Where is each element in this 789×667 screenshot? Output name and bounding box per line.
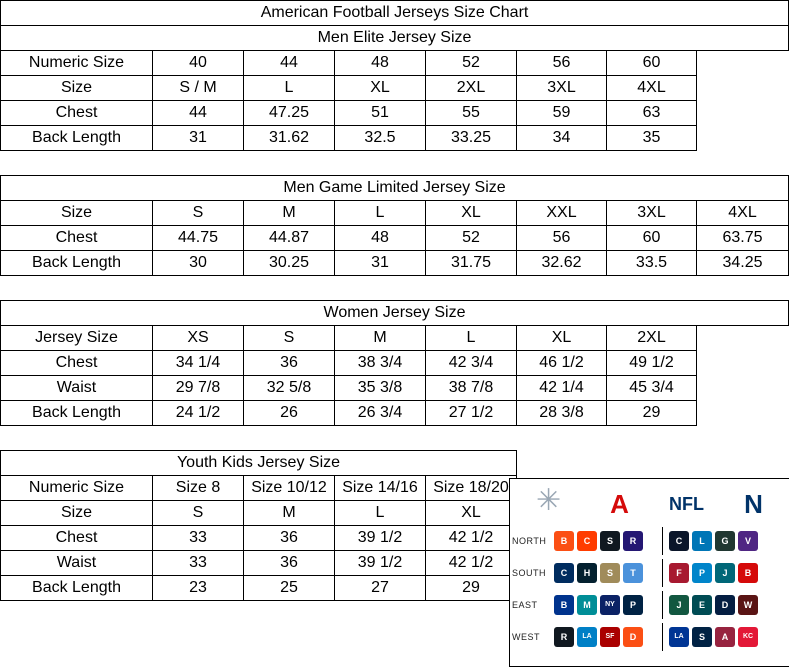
row-label: Waist bbox=[1, 376, 153, 401]
section-heading-men-game-limited bbox=[1, 176, 789, 201]
cell: 40 bbox=[153, 51, 244, 76]
nfl-shield-logo: NFL bbox=[669, 494, 705, 514]
cell: 59 bbox=[517, 101, 607, 126]
row-label: Jersey Size bbox=[1, 326, 153, 351]
afc-team-group bbox=[554, 595, 662, 615]
afc-team-group bbox=[554, 531, 662, 551]
team-logo-commanders: W bbox=[738, 595, 758, 615]
cell: S bbox=[153, 501, 244, 526]
division-row-east bbox=[510, 589, 789, 621]
afc-team-group bbox=[554, 563, 662, 583]
cell: 26 3/4 bbox=[335, 401, 426, 426]
team-logo-panthers: P bbox=[692, 563, 712, 583]
cell: Size 8 bbox=[153, 476, 244, 501]
afc-logo: A bbox=[610, 489, 629, 519]
row-label: Chest bbox=[1, 226, 153, 251]
row-label: Numeric Size bbox=[1, 476, 153, 501]
cell: 31 bbox=[153, 126, 244, 151]
cell: 35 3/8 bbox=[335, 376, 426, 401]
empty-cell bbox=[697, 51, 789, 76]
cell: 44.75 bbox=[153, 226, 244, 251]
row-label: Back Length bbox=[1, 251, 153, 276]
cell: 42 3/4 bbox=[426, 351, 517, 376]
cell: 52 bbox=[426, 51, 517, 76]
team-logo-jets: J bbox=[669, 595, 689, 615]
row-label: Chest bbox=[1, 351, 153, 376]
team-logo-broncos: D bbox=[623, 627, 643, 647]
cell: 34 bbox=[517, 126, 607, 151]
row-label: Numeric Size bbox=[1, 51, 153, 76]
cell: 23 bbox=[153, 576, 244, 601]
team-logo-raiders: R bbox=[554, 627, 574, 647]
row-label: Size bbox=[1, 501, 153, 526]
empty-cell bbox=[697, 376, 789, 401]
cell: 47.25 bbox=[244, 101, 335, 126]
nfc-team-group bbox=[669, 563, 777, 583]
cell: 44 bbox=[244, 51, 335, 76]
empty-cell bbox=[697, 126, 789, 151]
empty-cell bbox=[517, 451, 789, 476]
cell: 51 bbox=[335, 101, 426, 126]
table-row bbox=[1, 251, 789, 276]
cell: 49 1/2 bbox=[607, 351, 697, 376]
section-spacer bbox=[1, 276, 789, 301]
cell: 63 bbox=[607, 101, 697, 126]
section-heading-label: Youth Kids Jersey Size bbox=[1, 451, 517, 476]
cell: Size 18/20 bbox=[426, 476, 517, 501]
cell: 29 7/8 bbox=[153, 376, 244, 401]
empty-cell bbox=[697, 76, 789, 101]
cell: 36 bbox=[244, 351, 335, 376]
team-logo-chiefs: KC bbox=[738, 627, 758, 647]
cell: 31.75 bbox=[426, 251, 517, 276]
cell: 60 bbox=[607, 51, 697, 76]
cell: XL bbox=[517, 326, 607, 351]
cell: 33 bbox=[153, 551, 244, 576]
team-logo-browns: C bbox=[577, 531, 597, 551]
panel-divider bbox=[662, 591, 663, 619]
section-heading-men-elite bbox=[1, 26, 789, 51]
table-row bbox=[1, 51, 789, 76]
team-logo-jaguars: J bbox=[715, 563, 735, 583]
row-label: Waist bbox=[1, 551, 153, 576]
team-logo-ravens: R bbox=[623, 531, 643, 551]
cell: 31 bbox=[335, 251, 426, 276]
cell: S bbox=[153, 201, 244, 226]
cell: 39 1/2 bbox=[335, 526, 426, 551]
cell: M bbox=[244, 201, 335, 226]
team-logo-packers: G bbox=[715, 531, 735, 551]
cell: 30.25 bbox=[244, 251, 335, 276]
division-label: NORTH bbox=[512, 536, 547, 546]
cell: Size 10/12 bbox=[244, 476, 335, 501]
cell: 56 bbox=[517, 51, 607, 76]
cell: XL bbox=[426, 201, 517, 226]
panel-divider bbox=[662, 559, 663, 587]
section-heading-label: Men Elite Jersey Size bbox=[1, 26, 789, 51]
cell: 28 3/8 bbox=[517, 401, 607, 426]
row-label: Back Length bbox=[1, 401, 153, 426]
table-row bbox=[1, 226, 789, 251]
cell: XL bbox=[426, 501, 517, 526]
team-logo-rams: LA bbox=[669, 627, 689, 647]
team-logo-eagles: E bbox=[692, 595, 712, 615]
team-logo-patriots: P bbox=[623, 595, 643, 615]
row-label: Size bbox=[1, 201, 153, 226]
cell: 48 bbox=[335, 51, 426, 76]
nfc-team-group bbox=[669, 595, 777, 615]
cell: L bbox=[335, 501, 426, 526]
table-row bbox=[1, 326, 789, 351]
team-logo-seahawks: S bbox=[692, 627, 712, 647]
conference-logo-row bbox=[510, 479, 789, 525]
cell: 4XL bbox=[607, 76, 697, 101]
team-logo-saints: S bbox=[600, 563, 620, 583]
cell: 3XL bbox=[607, 201, 697, 226]
team-logo-chargers: LA bbox=[577, 627, 597, 647]
team-logo-bills: B bbox=[554, 595, 574, 615]
cell: 2XL bbox=[607, 326, 697, 351]
team-logo-lions: L bbox=[692, 531, 712, 551]
cell: 32.5 bbox=[335, 126, 426, 151]
cell: 63.75 bbox=[697, 226, 789, 251]
cell: M bbox=[244, 501, 335, 526]
cell: 34 1/4 bbox=[153, 351, 244, 376]
cell: 46 1/2 bbox=[517, 351, 607, 376]
cell: 35 bbox=[607, 126, 697, 151]
cell: 4XL bbox=[697, 201, 789, 226]
cell: XL bbox=[335, 76, 426, 101]
team-logo-falcons: F bbox=[669, 563, 689, 583]
cell: 56 bbox=[517, 226, 607, 251]
team-logo-cowboys: D bbox=[715, 595, 735, 615]
empty-cell bbox=[697, 351, 789, 376]
cell: XS bbox=[153, 326, 244, 351]
cell: XXL bbox=[517, 201, 607, 226]
cell: 25 bbox=[244, 576, 335, 601]
empty-cell bbox=[697, 101, 789, 126]
cell: 33.5 bbox=[607, 251, 697, 276]
cell: 39 1/2 bbox=[335, 551, 426, 576]
table-row bbox=[1, 101, 789, 126]
cell: 44.87 bbox=[244, 226, 335, 251]
team-logo-steelers: S bbox=[600, 531, 620, 551]
cell: 26 bbox=[244, 401, 335, 426]
cell: 45 3/4 bbox=[607, 376, 697, 401]
row-label: Chest bbox=[1, 526, 153, 551]
cell: S / M bbox=[153, 76, 244, 101]
table-row bbox=[1, 126, 789, 151]
section-heading-label: Women Jersey Size bbox=[1, 301, 789, 326]
cell: 32 5/8 bbox=[244, 376, 335, 401]
team-logo-cardinals: A bbox=[715, 627, 735, 647]
cell: 34.25 bbox=[697, 251, 789, 276]
empty-cell bbox=[697, 326, 789, 351]
nfc-team-group bbox=[669, 627, 777, 647]
cell: 55 bbox=[426, 101, 517, 126]
team-logo-bengals: B bbox=[554, 531, 574, 551]
cell: 27 1/2 bbox=[426, 401, 517, 426]
cell: 3XL bbox=[517, 76, 607, 101]
cell: 33 bbox=[153, 526, 244, 551]
panel-divider bbox=[662, 527, 663, 555]
team-logo-giants: NY bbox=[600, 595, 620, 615]
cell: 42 1/2 bbox=[426, 551, 517, 576]
table-row bbox=[1, 376, 789, 401]
division-label: EAST bbox=[512, 600, 538, 610]
cell: 32.62 bbox=[517, 251, 607, 276]
table-row bbox=[1, 76, 789, 101]
cell: L bbox=[426, 326, 517, 351]
team-logo-bears: C bbox=[669, 531, 689, 551]
division-label: SOUTH bbox=[512, 568, 546, 578]
section-spacer bbox=[1, 426, 789, 451]
cell: L bbox=[335, 201, 426, 226]
row-label: Chest bbox=[1, 101, 153, 126]
section-heading-youth-kids bbox=[1, 451, 789, 476]
cell: 27 bbox=[335, 576, 426, 601]
cell: 60 bbox=[607, 226, 697, 251]
cell: 48 bbox=[335, 226, 426, 251]
empty-cell bbox=[697, 401, 789, 426]
cell: 38 7/8 bbox=[426, 376, 517, 401]
cell: 36 bbox=[244, 551, 335, 576]
cell: 36 bbox=[244, 526, 335, 551]
cell: M bbox=[335, 326, 426, 351]
afc-team-group bbox=[554, 627, 662, 647]
team-logo-texans: H bbox=[577, 563, 597, 583]
cell: S bbox=[244, 326, 335, 351]
team-logo-titans: T bbox=[623, 563, 643, 583]
nfc-logo: N bbox=[744, 489, 763, 519]
panel-divider bbox=[662, 623, 663, 651]
cell: 42 1/4 bbox=[517, 376, 607, 401]
row-label: Back Length bbox=[1, 126, 153, 151]
table-row bbox=[1, 201, 789, 226]
team-logo-dolphins: M bbox=[577, 595, 597, 615]
row-label: Back Length bbox=[1, 576, 153, 601]
row-label: Size bbox=[1, 76, 153, 101]
cell: 31.62 bbox=[244, 126, 335, 151]
division-row-west bbox=[510, 621, 789, 653]
chart-title-row bbox=[1, 1, 789, 26]
cell: 24 1/2 bbox=[153, 401, 244, 426]
cell: 42 1/2 bbox=[426, 526, 517, 551]
nfc-team-group bbox=[669, 531, 777, 551]
section-heading-women bbox=[1, 301, 789, 326]
cell: 29 bbox=[426, 576, 517, 601]
cell: 38 3/4 bbox=[335, 351, 426, 376]
division-label: WEST bbox=[512, 632, 540, 642]
cell: 30 bbox=[153, 251, 244, 276]
cell: 44 bbox=[153, 101, 244, 126]
section-heading-label: Men Game Limited Jersey Size bbox=[1, 176, 789, 201]
table-row bbox=[1, 401, 789, 426]
team-logo-49ers: SF bbox=[600, 627, 620, 647]
cell: 2XL bbox=[426, 76, 517, 101]
nfl-team-logo-panel bbox=[509, 478, 789, 667]
team-logo-colts: C bbox=[554, 563, 574, 583]
shield-star-icon bbox=[536, 487, 570, 521]
section-spacer bbox=[1, 151, 789, 176]
page-title: American Football Jerseys Size Chart bbox=[1, 1, 789, 26]
cell: 52 bbox=[426, 226, 517, 251]
division-row-north bbox=[510, 525, 789, 557]
cell: Size 14/16 bbox=[335, 476, 426, 501]
cell: 33.25 bbox=[426, 126, 517, 151]
cell: L bbox=[244, 76, 335, 101]
team-logo-vikings: V bbox=[738, 531, 758, 551]
cell: 29 bbox=[607, 401, 697, 426]
division-row-south bbox=[510, 557, 789, 589]
table-row bbox=[1, 351, 789, 376]
team-logo-buccaneers: B bbox=[738, 563, 758, 583]
